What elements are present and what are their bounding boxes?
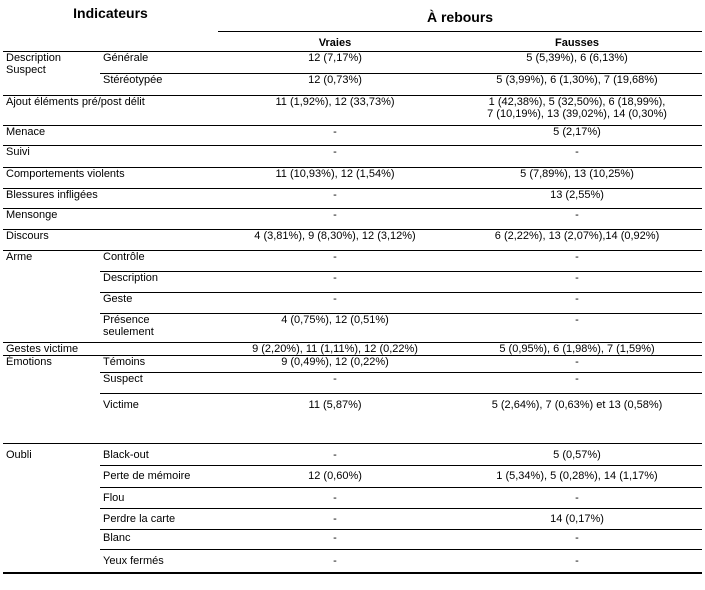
- cell-vraies: 12 (0,73%): [218, 73, 452, 95]
- header-a-rebours: À rebours: [218, 4, 702, 31]
- table-row: [3, 487, 702, 508]
- table-row: [3, 372, 702, 393]
- table-row: [3, 229, 702, 250]
- cell-fausses: -: [452, 529, 702, 549]
- cell-fausses: 5 (7,89%), 13 (10,25%): [452, 167, 702, 188]
- cell-fausses: 14 (0,17%): [452, 508, 702, 529]
- cell-fausses: 13 (2,55%): [452, 188, 702, 208]
- table-row: [3, 355, 702, 372]
- row-subcategory-line: seulement: [103, 325, 154, 338]
- row-subcategory: Perte de mémoire: [100, 465, 218, 487]
- row-subcategory: Blanc: [100, 529, 218, 549]
- cell-fausses: 1 (5,34%), 5 (0,28%), 14 (1,17%): [452, 465, 702, 487]
- cell-fausses: 5 (0,95%), 6 (1,98%), 7 (1,59%): [452, 342, 702, 355]
- cell-vraies: 11 (5,87%): [218, 393, 452, 443]
- cell-vraies: 4 (0,75%), 12 (0,51%): [218, 313, 452, 342]
- row-category: Comportements violents: [3, 167, 218, 188]
- table-row: [3, 529, 702, 549]
- row-subcategory: Description: [100, 271, 218, 292]
- row-subcategory: Victime: [100, 393, 218, 443]
- row-subcategory: Contrôle: [100, 250, 218, 271]
- cell-vraies: 12 (7,17%): [218, 51, 452, 73]
- cell-vraies: -: [218, 271, 452, 292]
- table-row: [3, 208, 702, 229]
- row-category: Gestes victime: [3, 342, 218, 355]
- cell-vraies: -: [218, 487, 452, 508]
- cell-fausses: -: [452, 145, 702, 167]
- row-subcategory: Générale: [100, 51, 218, 73]
- cell-fausses: 5 (2,17%): [452, 125, 702, 145]
- header-vraies: Vraies: [318, 36, 352, 49]
- cell-vraies: 9 (0,49%), 12 (0,22%): [218, 355, 452, 372]
- row-category: Oubli: [3, 443, 100, 573]
- table-row: [3, 443, 702, 465]
- row-subcategory: Yeux fermés: [100, 549, 218, 573]
- table-row: [3, 51, 702, 73]
- cell-fausses: -: [452, 549, 702, 573]
- cell-fausses: -: [452, 372, 702, 393]
- cell-vraies: 4 (3,81%), 9 (8,30%), 12 (3,12%): [218, 229, 452, 250]
- cell-vraies: 12 (0,60%): [218, 465, 452, 487]
- cell-fausses: 5 (2,64%), 7 (0,63%) et 13 (0,58%): [452, 393, 702, 443]
- row-category: Discours: [3, 229, 218, 250]
- table-row: [3, 508, 702, 529]
- cell-fausses: -: [452, 271, 702, 292]
- header-indicateurs: Indicateurs: [73, 5, 148, 21]
- table-row: [3, 250, 702, 271]
- cell-fausses: -: [452, 292, 702, 313]
- cell-fausses: [452, 95, 702, 125]
- cell-vraies: -: [218, 145, 452, 167]
- table-row: [3, 292, 702, 313]
- cell-fausses: -: [452, 313, 702, 342]
- cell-vraies: -: [218, 508, 452, 529]
- row-category: Suivi: [3, 145, 218, 167]
- cell-vraies: -: [218, 529, 452, 549]
- table-row: [3, 95, 702, 125]
- table-row: [3, 145, 702, 167]
- cell-fausses: -: [452, 355, 702, 372]
- indicators-table: [3, 4, 702, 574]
- cell-fausses: 5 (0,57%): [452, 443, 702, 465]
- table-row: [3, 393, 702, 443]
- cell-fausses: 5 (5,39%), 6 (6,13%): [452, 51, 702, 73]
- cell-vraies: -: [218, 549, 452, 573]
- cell-fausses: -: [452, 250, 702, 271]
- cell-vraies: 11 (1,92%), 12 (33,73%): [218, 95, 452, 125]
- table-row: [3, 271, 702, 292]
- cell-vraies: -: [218, 250, 452, 271]
- table-row: [3, 313, 702, 342]
- row-subcategory: Stéréotypée: [100, 73, 218, 95]
- row-subcategory: Suspect: [100, 372, 218, 393]
- row-subcategory: Flou: [100, 487, 218, 508]
- row-category: Menace: [3, 125, 218, 145]
- row-subcategory: Perdre la carte: [100, 508, 218, 529]
- table-row: [3, 342, 702, 355]
- cell-fausses-line: 1 (42,38%), 5 (32,50%), 6 (18,99%),: [488, 95, 666, 108]
- cell-fausses-line: 7 (10,19%), 13 (39,02%), 14 (0,30%): [487, 107, 667, 120]
- cell-fausses: -: [452, 208, 702, 229]
- table-row: [3, 188, 702, 208]
- table-row: [3, 73, 702, 95]
- row-category: Arme: [3, 250, 100, 342]
- cell-vraies: -: [218, 443, 452, 465]
- cell-vraies: -: [218, 372, 452, 393]
- cell-vraies: 9 (2,20%), 11 (1,11%), 12 (0,22%): [218, 342, 452, 355]
- row-category: Description Suspect: [3, 51, 100, 95]
- cell-vraies: 11 (10,93%), 12 (1,54%): [218, 167, 452, 188]
- row-category: Ajout éléments pré/post délit: [3, 95, 218, 125]
- cell-fausses: -: [452, 487, 702, 508]
- cell-fausses: 6 (2,22%), 13 (2,07%),14 (0,92%): [452, 229, 702, 250]
- table-row: [3, 549, 702, 573]
- cell-fausses: 5 (3,99%), 6 (1,30%), 7 (19,68%): [452, 73, 702, 95]
- cell-vraies: -: [218, 292, 452, 313]
- row-subcategory: Témoins: [100, 355, 218, 372]
- header-row-top: [3, 4, 702, 31]
- table-row: [3, 167, 702, 188]
- row-subcategory: [100, 313, 218, 342]
- row-category: Émotions: [3, 355, 100, 443]
- cell-vraies: -: [218, 188, 452, 208]
- table-row: [3, 465, 702, 487]
- row-subcategory: Geste: [100, 292, 218, 313]
- header-fausses: Fausses: [555, 36, 600, 49]
- cell-vraies: -: [218, 125, 452, 145]
- cell-vraies: -: [218, 208, 452, 229]
- row-category: Blessures infligées: [3, 188, 218, 208]
- row-subcategory-line: Présence: [103, 313, 150, 326]
- row-category: Mensonge: [3, 208, 218, 229]
- row-subcategory: Black-out: [100, 443, 218, 465]
- table-row: [3, 125, 702, 145]
